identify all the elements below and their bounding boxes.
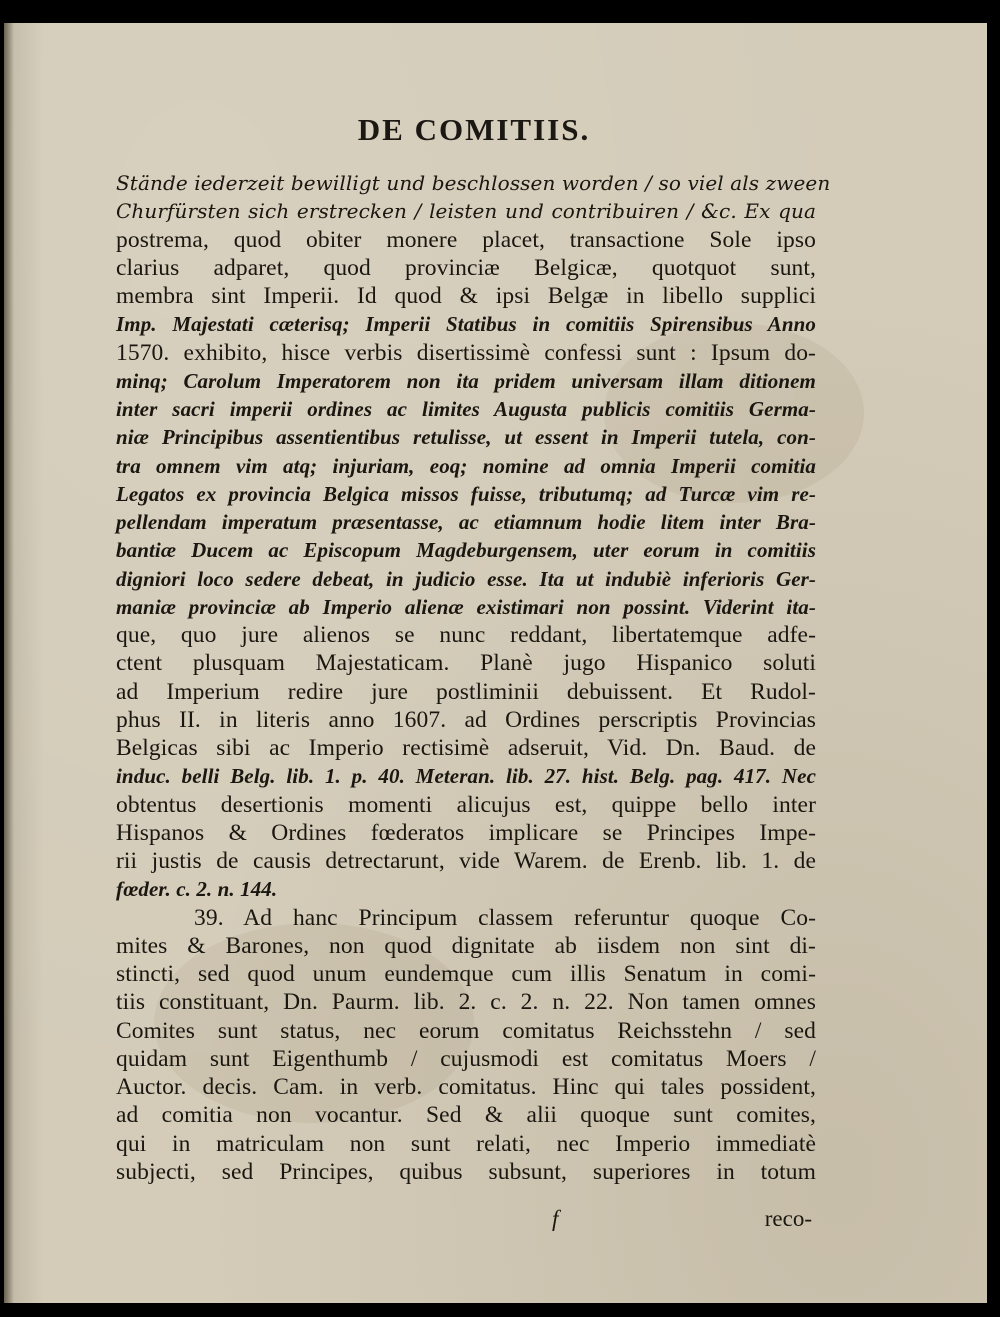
text-line: Imp. Majestati cæterisq; Imperii Statibus in comitiis Spirensibus Anno [116,312,816,337]
text-line: pellendam imperatum præsentasse, ac etiamnum hodie litem inter Bra- [116,510,816,534]
text-line: Auctor. decis. Cam. in verb. comitatus. Hinc qui tales possident, [116,1074,816,1100]
text-line: fœder. c. 2. n. 144. [116,877,278,902]
text-line: inter sacri imperii ordines ac limites Augusta publicis comitiis Germa- [116,397,816,421]
page-gutter-shadow [4,23,14,1303]
text-line: tiis constituant, Dn. Paurm. lib. 2. c. 2. n. 22. Non tamen omnes [116,989,816,1016]
text-line: phus II. in literis anno 1607. ad Ordines perscriptis Provincias [116,706,816,733]
text-block [116,169,831,1186]
text-line: mites & Barones, non quod dignitate ab iisdem non sint di- [116,932,816,959]
text-line: 39. Ad hanc Principum classem referuntur quoque Co- [194,904,816,931]
text-line: postrema, quod obiter monere placet, transactione Sole ipso [116,226,816,253]
text-line: niæ Principibus assentientibus retulisse, ut essent in Imperii tutela, con- [116,425,816,450]
text-line: rii justis de causis detrectarunt, vide Warem. de Erenb. lib. 1. de [116,848,816,874]
running-head: DE COMITIIS. [357,112,591,147]
text-line: obtentus desertionis momenti alicujus est, quippe bello inter [116,791,816,818]
catchword: reco- [764,1206,812,1231]
text-line: Churfürsten sich erstrecken / leisten und contribuiren / &c. Ex qua [116,199,816,224]
text-line: subjecti, sed Principes, quibus subsunt, superiores in totum [116,1158,816,1185]
text-line: stincti, sed quod unum eundemque cum illis Senatum in comi- [116,961,816,987]
text-line: Comites sunt status, nec eorum comitatus Reichsstehn / sed [116,1017,816,1044]
text-line: qui in matriculam non sunt relati, nec Imperio immediatè [116,1130,816,1157]
text-line: que, quo jure alienos se nunc reddant, libertatemque adfe- [116,622,816,648]
text-line: ctent plusquam Majestaticam. Planè jugo Hispanico soluti [116,650,816,677]
book-page [4,23,987,1303]
text-line: Belgicas sibi ac Imperio rectisimè adseruit, Vid. Dn. Baud. de [116,735,816,761]
page-footer [552,1206,812,1234]
text-line: ad Imperium redire jure postliminii debuissent. Et Rudol- [116,678,816,705]
text-line: Hispanos & Ordines fœderatos implicare se Principes Impe- [116,819,816,846]
text-line: maniæ provinciæ ab Imperio alienæ existimari non possint. Viderint ita- [116,594,816,619]
text-line: induc. belli Belg. lib. 1. p. 40. Meteran. lib. 27. hist. Belg. pag. 417. Nec [116,764,816,789]
text-line: minq; Carolum Imperatorem non ita pridem universam illam ditionem [116,368,816,393]
text-line: tra omnem vim atq; injuriam, eoq; nomine ad omnia Imperii comitia [116,453,816,478]
text-line: membra sint Imperii. Id quod & ipsi Belgæ in libello supplici [116,283,816,309]
text-line: digniori loco sedere debeat, in judicio esse. Ita ut indubiè inferioris Ger- [116,566,816,591]
text-line: clarius adparet, quod provinciæ Belgicæ, quotquot sunt, [116,254,816,281]
text-line: Legatos ex provincia Belgica missos fuisse, tributumq; ad Turcæ vim re- [116,481,816,506]
signature-mark: f [552,1206,559,1231]
text-line: 1570. exhibito, hisce verbis disertissimè confessi sunt : Ipsum do- [116,339,816,366]
text-line: ad comitia non vocantur. Sed & alii quoque sunt comites, [116,1102,816,1129]
text-line: quidam sunt Eigenthumb / cujusmodi est comitatus Moers / [116,1045,816,1072]
text-line: bantiæ Ducem ac Episcopum Magdeburgensem, uter eorum in comitiis [116,538,816,563]
text-line: Stände iederzeit bewilligt und beschlossen worden / so viel als zween [116,171,831,195]
